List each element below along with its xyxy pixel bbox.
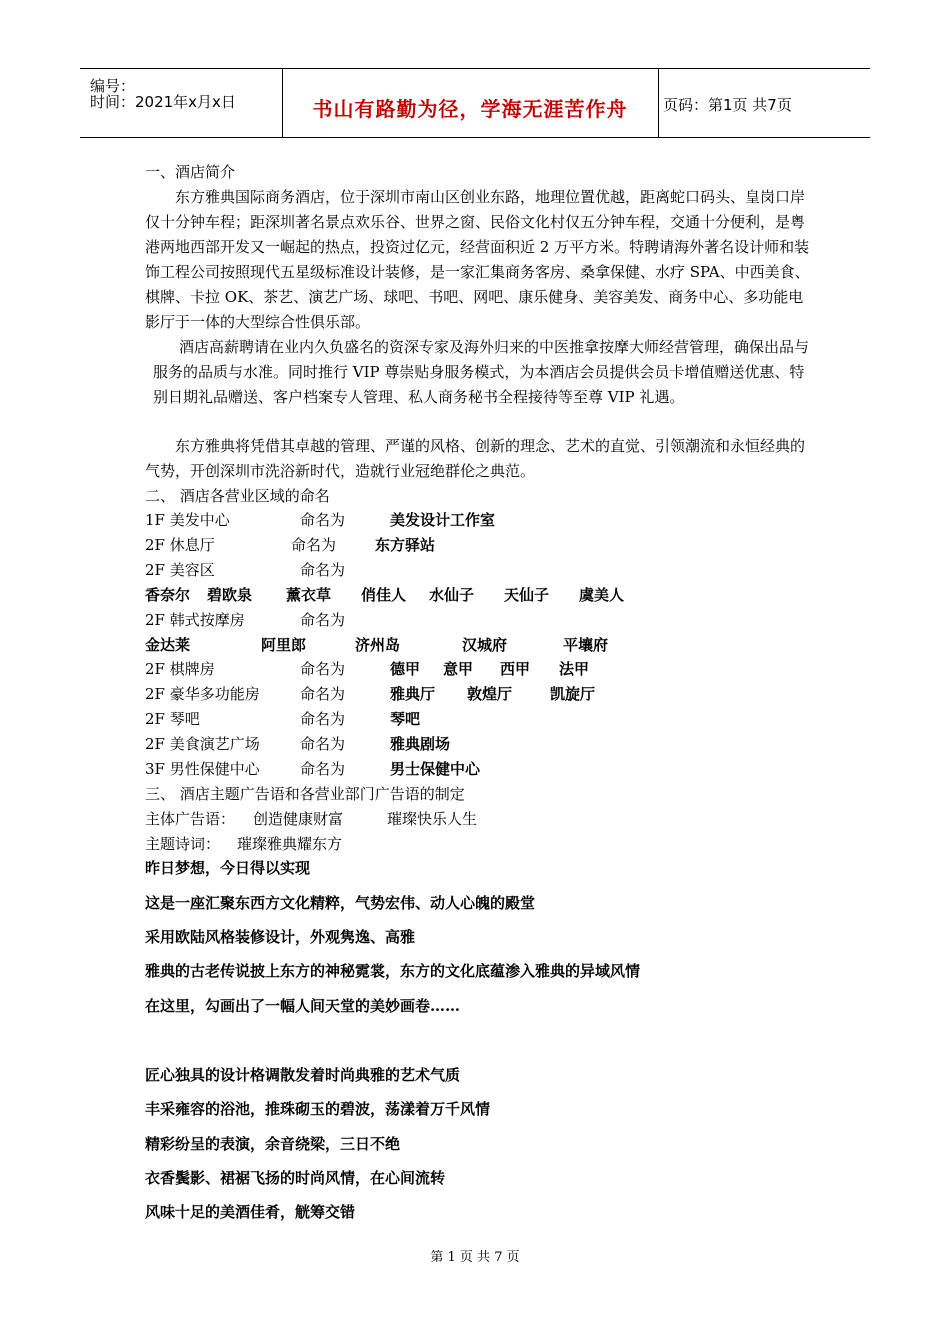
poem-line: 昨日梦想，今日得以实现 xyxy=(145,859,311,877)
naming-label: 命名为 xyxy=(300,611,346,629)
massage-name: 阿里郎 xyxy=(261,636,307,654)
naming-label: 命名为 xyxy=(300,685,346,703)
area-name: 美发设计工作室 xyxy=(390,511,496,529)
beauty-name: 俏佳人 xyxy=(361,586,407,604)
area-name: 雅典剧场 xyxy=(390,735,451,753)
poem-label: 主题诗词： xyxy=(145,835,221,853)
area-name: 敦煌厅 xyxy=(467,685,513,703)
main-slogan: 创造健康财富 xyxy=(253,810,344,828)
beauty-name: 碧欧泉 xyxy=(207,586,253,604)
area-label: 2F 豪华多功能房 xyxy=(145,685,260,703)
beauty-name: 香奈尔 xyxy=(145,586,191,604)
section-2-heading: 二、 酒店各营业区域的命名 xyxy=(145,487,330,505)
beauty-name: 薰衣草 xyxy=(286,586,332,604)
beauty-name: 天仙子 xyxy=(504,586,550,604)
area-name: 德甲 xyxy=(390,660,421,678)
naming-label: 命名为 xyxy=(300,710,346,728)
area-name: 雅典厅 xyxy=(390,685,436,703)
header-divider xyxy=(658,69,659,137)
naming-label: 命名为 xyxy=(300,760,346,778)
naming-label: 命名为 xyxy=(300,561,346,579)
area-label: 2F 棋牌房 xyxy=(145,660,215,678)
main-slogan-label: 主体广告语： xyxy=(145,810,236,828)
naming-label: 命名为 xyxy=(300,511,346,529)
area-name: 意甲 xyxy=(443,660,474,678)
main-slogan: 璀璨快乐人生 xyxy=(387,810,478,828)
poem-line: 精彩纷呈的表演，余音绕梁，三日不绝 xyxy=(145,1135,401,1153)
page-header xyxy=(80,68,870,138)
poem-line: 衣香鬓影、裙裾飞扬的时尚风情，在心间流转 xyxy=(145,1169,446,1187)
massage-name: 平壤府 xyxy=(563,636,609,654)
naming-label: 命名为 xyxy=(300,735,346,753)
poem-line: 匠心独具的设计格调散发着时尚典雅的艺术气质 xyxy=(145,1066,461,1084)
poem-line: 采用欧陆风格装修设计，外观隽逸、高雅 xyxy=(145,928,416,946)
poem-line: 这是一座汇聚东西方文化精粹，气势宏伟、动人心魄的殿堂 xyxy=(145,894,536,912)
area-name: 西甲 xyxy=(500,660,531,678)
section-1-heading: 一、酒店简介 xyxy=(145,163,236,181)
area-label: 3F 男性保健中心 xyxy=(145,760,260,778)
doc-code-label: 编号： xyxy=(90,77,136,95)
massage-name: 金达莱 xyxy=(145,636,191,654)
area-name: 琴吧 xyxy=(390,710,421,728)
area-name: 东方驿站 xyxy=(375,536,436,554)
doc-time-label: 时间：2021年x月x日 xyxy=(90,93,236,111)
poem-title: 璀璨雅典耀东方 xyxy=(237,835,343,853)
poem-line: 在这里，勾画出了一幅人间天堂的美妙画卷…… xyxy=(145,997,461,1015)
massage-name: 济州岛 xyxy=(355,636,401,654)
beauty-name: 水仙子 xyxy=(429,586,475,604)
section-1-paragraph-1: 东方雅典国际商务酒店，位于深圳市南山区创业东路，地理位置优越，距离蛇口码头、皇岗口岸仅十分钟车程；距深圳著名景点欢乐谷、世界之窗、民俗文化村仅五分钟车程，交通十分便利，是粤港两地西部开发又一崛起的热点，投资过亿元，经营面积近 2 万平方米。特聘请海外著名设计师和装饰工程公司按照现代五星级标准设计装修，是一家汇集商务客房、桑拿保健、水疗 SPA、中西美食、棋牌、卡拉 OK、茶艺、演艺广场、球吧、书吧、网吧、康乐健身、美容美发、商务中心、多功能电影厅于一体的大型综合性俱乐部。 xyxy=(145,188,810,331)
area-label: 2F 休息厅 xyxy=(145,536,215,554)
section-1-paragraph-3: 东方雅典将凭借其卓越的管理、严谨的风格、创新的理念、艺术的直觉、引领潮流和永恒经典的气势，开创深圳市洗浴新时代，造就行业冠绝群伦之典范。 xyxy=(145,437,806,480)
header-page-info: 页码：第1页 共7页 xyxy=(663,96,792,114)
area-label: 2F 琴吧 xyxy=(145,710,200,728)
area-label: 2F 美容区 xyxy=(145,561,215,579)
massage-name: 汉城府 xyxy=(462,636,508,654)
poem-line: 雅典的古老传说披上东方的神秘霓裳，东方的文化底蕴渗入雅典的异域风情 xyxy=(145,962,641,980)
section-3-heading: 三、 酒店主题广告语和各营业部门广告语的制定 xyxy=(145,785,465,803)
page-footer: 第 1 页 共 7 页 xyxy=(430,1250,520,1265)
header-motto: 书山有路勤为径，学海无涯苦作舟 xyxy=(312,97,628,121)
beauty-name: 虞美人 xyxy=(579,586,625,604)
area-label: 2F 美食演艺广场 xyxy=(145,735,260,753)
area-label: 1F 美发中心 xyxy=(145,511,230,529)
area-name: 法甲 xyxy=(559,660,590,678)
area-label: 2F 韩式按摩房 xyxy=(145,611,245,629)
naming-label: 命名为 xyxy=(300,660,346,678)
area-name: 凯旋厅 xyxy=(550,685,596,703)
naming-label: 命名为 xyxy=(291,536,337,554)
section-1-paragraph-2: 酒店高薪聘请在业内久负盛名的资深专家及海外归来的中医推拿按摩大师经营管理，确保出品与服务的品质与水准。同时推行 VIP 尊崇贴身服务模式，为本酒店会员提供会员卡增值赠送优惠、特别日期礼品赠送、客户档案专人管理、私人商务秘书全程接待等至尊 VIP 礼遇。 xyxy=(153,338,810,406)
poem-line: 丰采雍容的浴池，推珠砌玉的碧波，荡漾着万千风情 xyxy=(145,1100,491,1118)
area-name: 男士保健中心 xyxy=(390,760,481,778)
poem-line: 风味十足的美酒佳肴，觥筹交错 xyxy=(145,1203,356,1221)
